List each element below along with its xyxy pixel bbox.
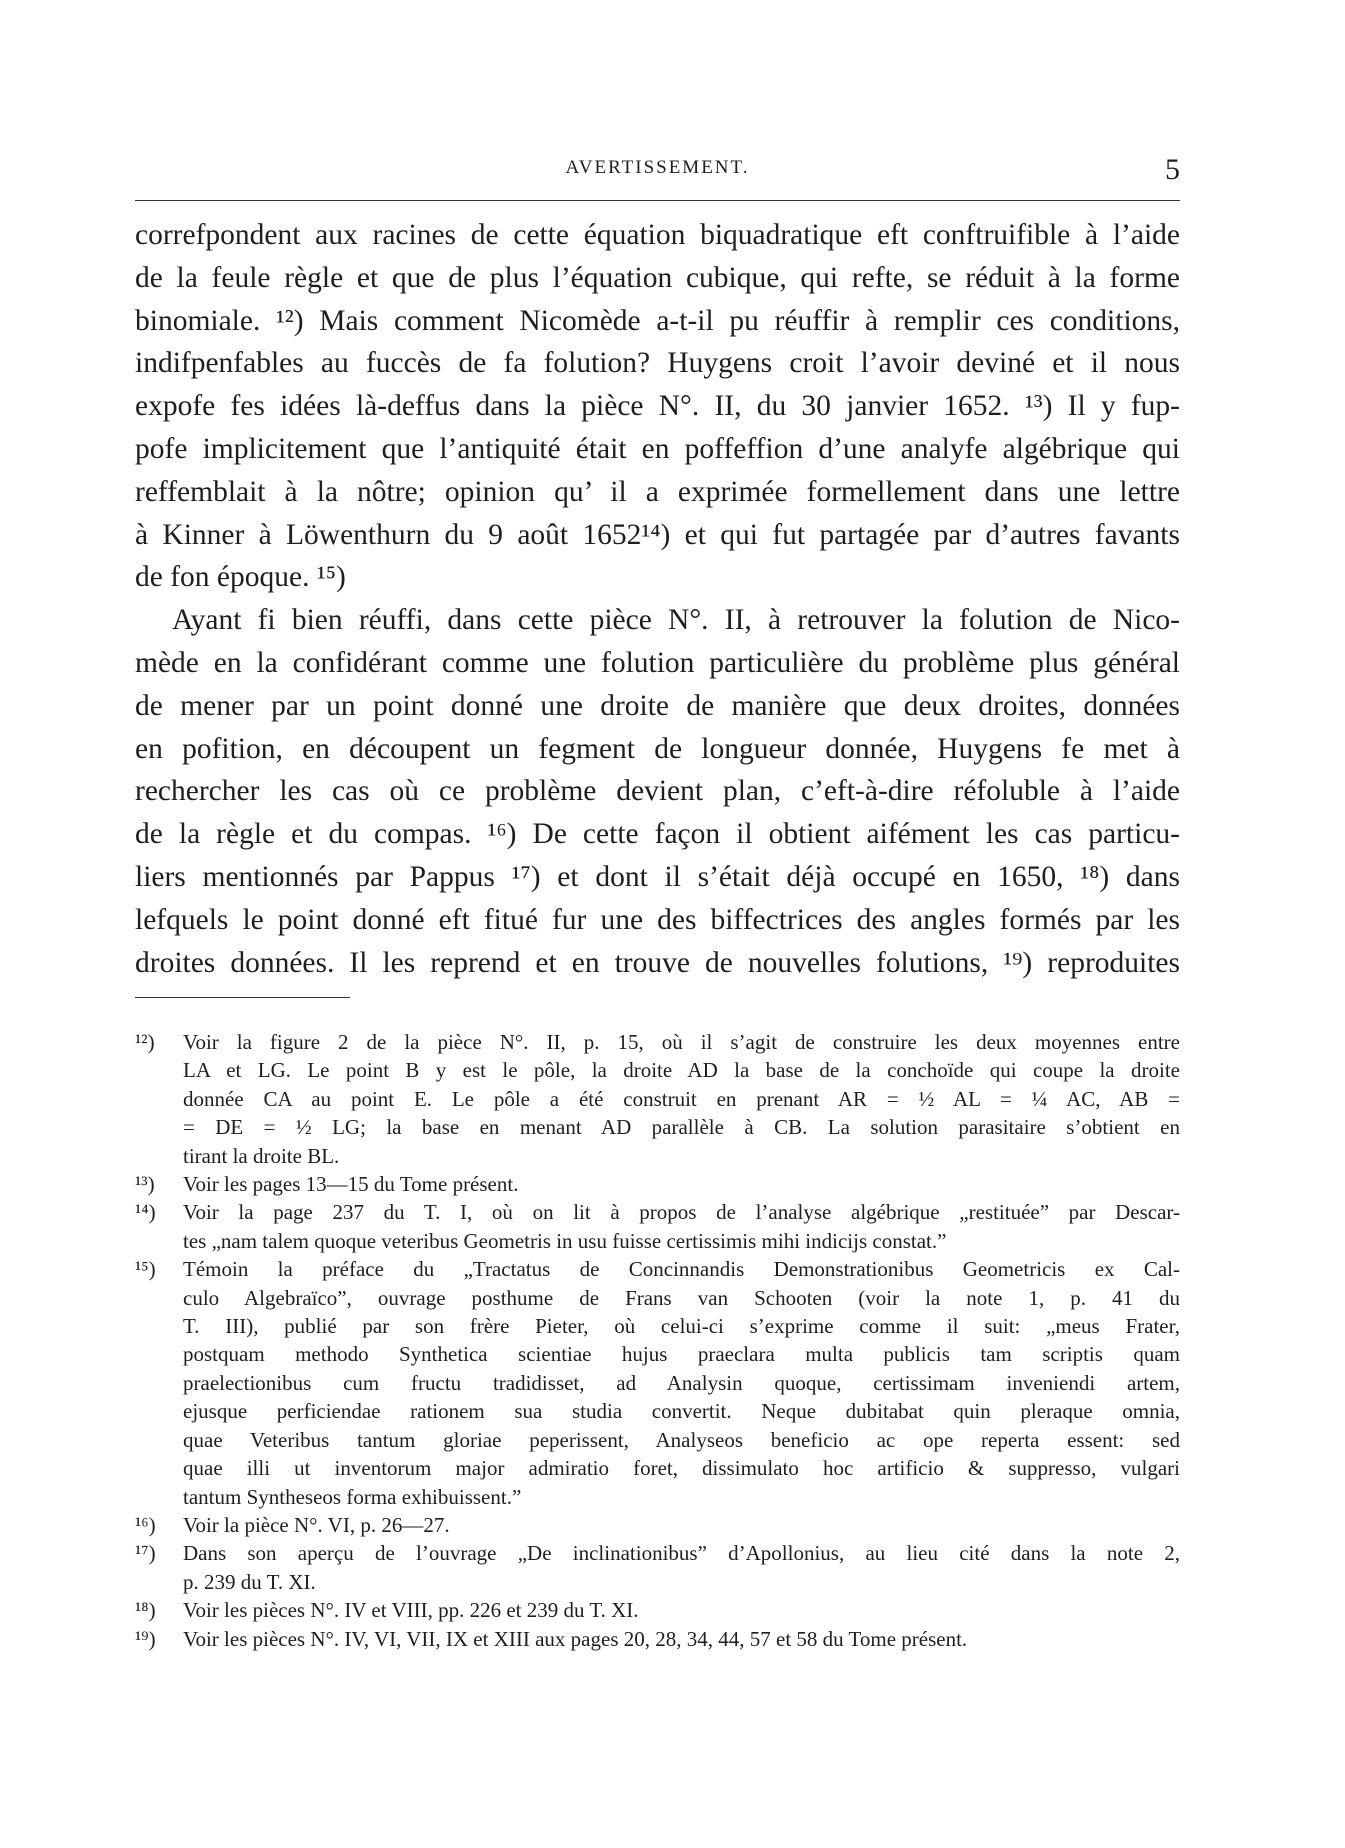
footnote	[135, 1511, 1180, 1539]
footnote-line: p. 239 du T. XI.	[183, 1569, 316, 1594]
text-line: de mener par un point donné une droite de manière que deux droites, données	[135, 689, 1180, 722]
footnote	[135, 1539, 1180, 1596]
text-line: de la règle et du compas. ¹⁶) De cette façon il obtient aifément les cas particu-	[135, 818, 1180, 851]
footnote-number: ¹⁹)	[135, 1626, 156, 1651]
footnote	[135, 1596, 1180, 1624]
footnote-line: ejusque perficiendae rationem sua studia convertit. Neque dubitabat quin pleraque omnia,	[183, 1399, 1180, 1424]
footnote-line: tes „nam talem quoque veteribus Geometris in usu fuisse certissimis mihi indicijs constat.”	[183, 1228, 947, 1253]
footnote	[135, 1255, 1180, 1511]
footnote-line: tirant la droite BL.	[183, 1143, 340, 1168]
footnote-line: Témoin la préface du „Tractatus de Concinnandis Demonstrationibus Geometricis ex Cal-	[183, 1257, 1180, 1282]
footnote-line: praelectionibus cum fructu tradidisset, ad Analysin quoque, certissimam inveniendi artem,	[183, 1370, 1180, 1395]
footnote-number: ¹⁴)	[135, 1200, 156, 1225]
text-line: de la feule règle et que de plus l’équation cubique, qui refte, se réduit à la forme	[135, 261, 1180, 294]
footnote-line: LA et LG. Le point B y est le pôle, la droite AD la base de la conchoïde qui coupe la droite	[183, 1058, 1180, 1083]
footnote-number: ¹³)	[135, 1172, 155, 1197]
paragraph	[135, 214, 1180, 599]
footnote-line: postquam methodo Synthetica scientiae hujus praeclara multa publicis tam scriptis quam	[183, 1342, 1180, 1367]
text-line: correfpondent aux racines de cette équation biquadratique eft conftruifible à l’aide	[135, 219, 1180, 251]
text-line: droites données. Il les reprend et en trouve de nouvelles folutions, ¹⁹) reproduites	[135, 946, 1180, 979]
text-line: liers mentionnés par Pappus ¹⁷) et dont il s’était déjà occupé en 1650, ¹⁸) dans	[135, 860, 1180, 893]
footnote-line: Voir les pages 13—15 du Tome présent.	[183, 1172, 519, 1197]
header-rule	[135, 200, 1180, 201]
footnote-rule	[135, 997, 350, 998]
footnote-number: ¹⁶)	[135, 1512, 156, 1537]
footnote-line: tantum Syntheseos forma exhibuissent.”	[183, 1484, 522, 1509]
footnote	[135, 1170, 1180, 1198]
footnote	[135, 1198, 1180, 1255]
page-number: 5	[1165, 153, 1180, 186]
text-line: lefquels le point donné eft fitué fur une des biffectrices des angles formés par les	[135, 903, 1180, 936]
text-line: en pofition, en découpent un fegment de longueur donnée, Huygens fe met à	[135, 732, 1180, 765]
footnote-line: donnée CA au point E. Le pôle a été construit en prenant AR = ½ AL = ¼ AC, AB =	[183, 1086, 1180, 1111]
footnote-number: ¹⁷)	[135, 1541, 156, 1566]
text-line: à Kinner à Löwenthurn du 9 août 1652¹⁴) et qui fut partagée par d’autres favants	[135, 518, 1180, 551]
body-text	[135, 214, 1180, 984]
footnote-line: Voir les pièces N°. IV, VI, VII, IX et XIII aux pages 20, 28, 34, 44, 57 et 58 du Tome présent.	[183, 1626, 968, 1651]
footnote-line: Voir les pièces N°. IV et VIII, pp. 226 et 239 du T. XI.	[183, 1598, 639, 1623]
footnote	[135, 1028, 1180, 1170]
footnote-line: Voir la figure 2 de la pièce N°. II, p. 15, où il s’agit de construire les deux moyennes entre	[183, 1030, 1180, 1054]
footnote-number: ¹⁵)	[135, 1257, 156, 1282]
footnote-line: Voir la pièce N°. VI, p. 26—27.	[183, 1512, 450, 1537]
running-title: AVERTISSEMENT.	[565, 157, 750, 178]
text-line: indifpenfables au fuccès de fa folution? Huygens croit l’avoir deviné et il nous	[135, 347, 1180, 380]
paragraph	[135, 599, 1180, 984]
text-line: de fon époque. ¹⁵)	[135, 561, 346, 594]
text-line: rechercher les cas où ce problème devient plan, c’eft-à-dire réfoluble à l’aide	[135, 775, 1180, 808]
footnote-line: quae illi ut inventorum major admiratio foret, dissimulato hoc artificio & suppresso, vulgari	[183, 1456, 1180, 1481]
footnote-line: culo Algebraïco”, ouvrage posthume de Frans van Schooten (voir la note 1, p. 41 du	[183, 1285, 1180, 1310]
footnote-line: T. III), publié par son frère Pieter, où celui-ci s’exprime comme il suit: „meus Frater,	[183, 1314, 1180, 1339]
footnotes	[135, 1028, 1180, 1653]
footnote-number: ¹⁸)	[135, 1598, 156, 1623]
text-line: mède en la confidérant comme une folution particulière du problème plus général	[135, 646, 1180, 679]
text-line: Ayant fi bien réuffi, dans cette pièce N°. II, à retrouver la folution de Nico-	[172, 604, 1180, 637]
text-line: expofe fes idées là-deffus dans la pièce N°. II, du 30 janvier 1652. ¹³) Il y fup-	[135, 390, 1180, 423]
footnote-line: Voir la page 237 du T. I, où on lit à propos de l’analyse algébrique „restituée” par Descar-	[183, 1200, 1180, 1225]
text-line: binomiale. ¹²) Mais comment Nicomède a-t-il pu réuffir à remplir ces conditions,	[135, 304, 1180, 337]
footnote-line: quae Veteribus tantum gloriae peperissent, Analyseos beneficio ac ope reperta essent: sed	[183, 1427, 1180, 1452]
footnote-number: ¹²)	[135, 1030, 155, 1054]
text-line: reffemblait à la nôtre; opinion qu’ il a exprimée formellement dans une lettre	[135, 475, 1180, 508]
page-header	[135, 155, 1180, 195]
text-line: pofe implicitement que l’antiquité était en poffeffion d’une analyfe algébrique qui	[135, 432, 1180, 465]
footnote-line: Dans son aperçu de l’ouvrage „De inclinationibus” d’Apollonius, au lieu cité dans la note 2,	[183, 1541, 1180, 1566]
footnote-line: = DE = ½ LG; la base en menant AD parallèle à CB. La solution parasitaire s’obtient en	[183, 1115, 1180, 1140]
footnote	[135, 1625, 1180, 1653]
